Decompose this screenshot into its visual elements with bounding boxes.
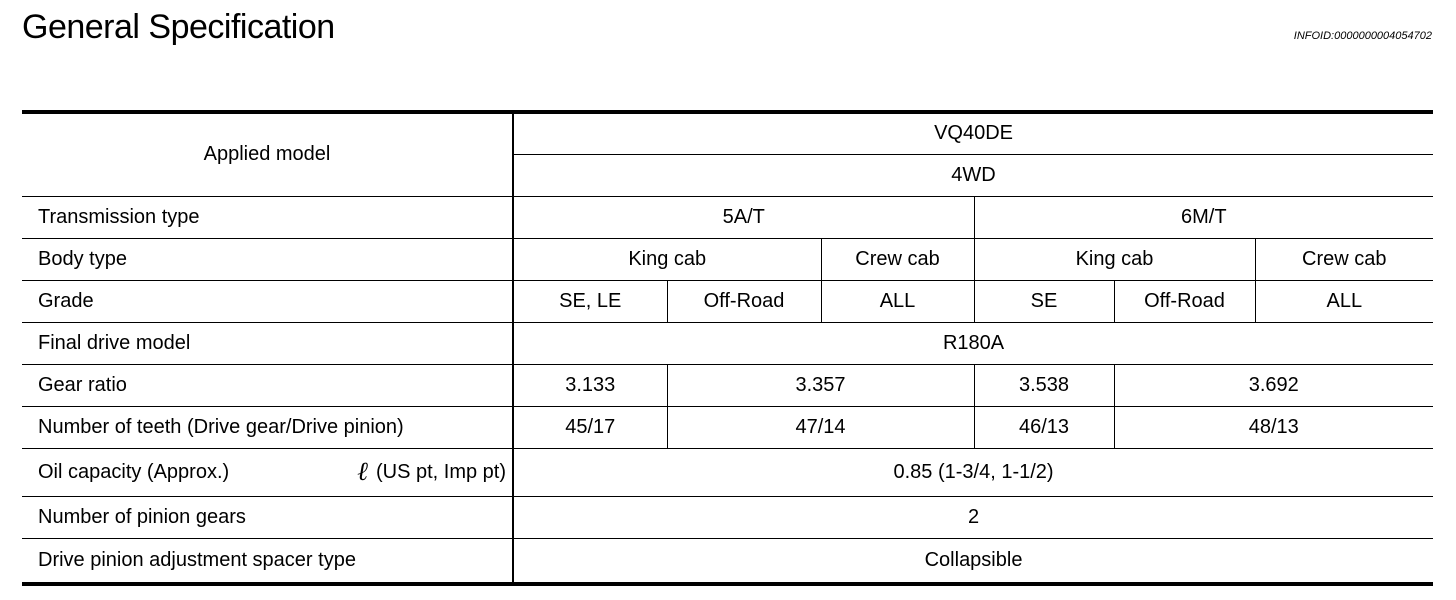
table-row-transmission bbox=[22, 196, 1433, 238]
final-drive-label: Final drive model bbox=[22, 322, 513, 364]
gear-ratio-value: 3.692 bbox=[1114, 364, 1433, 406]
table-row-gear-ratio bbox=[22, 364, 1433, 406]
table-row-grade bbox=[22, 280, 1433, 322]
table-row-final-drive bbox=[22, 322, 1433, 364]
table-row-teeth bbox=[22, 406, 1433, 448]
table-row-oil bbox=[22, 448, 1433, 496]
gear-ratio-label: Gear ratio bbox=[22, 364, 513, 406]
grade-value: Off-Road bbox=[667, 280, 821, 322]
oil-capacity-value: 0.85 (1-3/4, 1-1/2) bbox=[513, 448, 1433, 496]
body-type-value: Crew cab bbox=[821, 238, 974, 280]
applied-model-label: Applied model bbox=[22, 112, 513, 196]
teeth-value: 48/13 bbox=[1114, 406, 1433, 448]
table-row-body bbox=[22, 238, 1433, 280]
grade-value: SE bbox=[974, 280, 1114, 322]
pinion-gears-value: 2 bbox=[513, 496, 1433, 538]
spec-table bbox=[22, 110, 1433, 586]
body-type-label: Body type bbox=[22, 238, 513, 280]
teeth-label: Number of teeth (Drive gear/Drive pinion) bbox=[22, 406, 513, 448]
drive-value: 4WD bbox=[513, 154, 1433, 196]
info-id: INFOID:0000000004054702 bbox=[1293, 30, 1432, 42]
grade-value: Off-Road bbox=[1114, 280, 1255, 322]
teeth-value: 46/13 bbox=[974, 406, 1114, 448]
transmission-value: 5A/T bbox=[513, 196, 974, 238]
table-row-pinion-gears bbox=[22, 496, 1433, 538]
gear-ratio-value: 3.357 bbox=[667, 364, 974, 406]
pinion-gears-label: Number of pinion gears bbox=[22, 496, 513, 538]
teeth-value: 47/14 bbox=[667, 406, 974, 448]
page-title: General Specification bbox=[22, 8, 335, 46]
gear-ratio-value: 3.538 bbox=[974, 364, 1114, 406]
teeth-value: 45/17 bbox=[513, 406, 667, 448]
oil-capacity-label-cell bbox=[22, 448, 513, 496]
spacer-type-value: Collapsible bbox=[513, 538, 1433, 584]
table-row-engine bbox=[22, 112, 1433, 154]
spacer-type-label: Drive pinion adjustment spacer type bbox=[22, 538, 513, 584]
grade-value: ALL bbox=[821, 280, 974, 322]
oil-capacity-label: Oil capacity (Approx.) bbox=[38, 460, 230, 483]
body-type-value: King cab bbox=[974, 238, 1255, 280]
liter-symbol: ℓ bbox=[357, 457, 368, 487]
final-drive-value: R180A bbox=[513, 322, 1433, 364]
transmission-label: Transmission type bbox=[22, 196, 513, 238]
grade-label: Grade bbox=[22, 280, 513, 322]
body-type-value: Crew cab bbox=[1255, 238, 1433, 280]
engine-value: VQ40DE bbox=[513, 112, 1433, 154]
grade-value: SE, LE bbox=[513, 280, 667, 322]
grade-value: ALL bbox=[1255, 280, 1433, 322]
transmission-value: 6M/T bbox=[974, 196, 1433, 238]
table-row-spacer bbox=[22, 538, 1433, 584]
body-type-value: King cab bbox=[513, 238, 821, 280]
oil-capacity-unit: (US pt, Imp pt) bbox=[375, 460, 506, 483]
gear-ratio-value: 3.133 bbox=[513, 364, 667, 406]
